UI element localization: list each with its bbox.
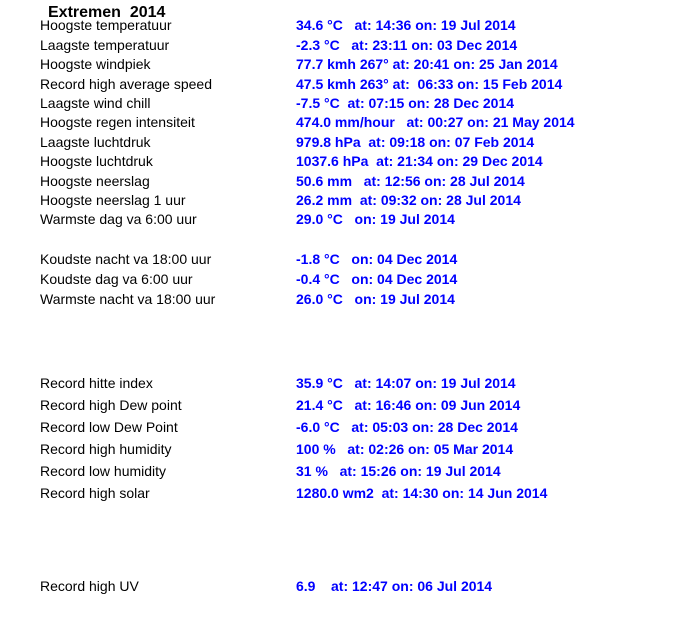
extreme-label: Laagste luchtdruk bbox=[40, 134, 151, 150]
extreme-row-record-high-solar bbox=[0, 484, 689, 502]
extreme-value: -0.4 °C on: 04 Dec 2014 bbox=[296, 271, 458, 287]
extreme-label: Hoogste neerslag 1 uur bbox=[40, 192, 186, 208]
extreme-value: 6.9 at: 12:47 on: 06 Jul 2014 bbox=[296, 578, 493, 594]
extreme-value: -7.5 °C at: 07:15 on: 28 Dec 2014 bbox=[296, 95, 515, 111]
extreme-value: 1037.6 hPa at: 21:34 on: 29 Dec 2014 bbox=[296, 153, 543, 169]
extreme-row-warmste-nacht bbox=[0, 290, 689, 308]
extreme-row-hoogste-neerslag bbox=[0, 172, 689, 190]
extreme-row-hoogste-neerslag-1-uur bbox=[0, 191, 689, 209]
extreme-value: 29.0 °C on: 19 Jul 2014 bbox=[296, 211, 455, 227]
extreme-label: Koudste nacht va 18:00 uur bbox=[40, 251, 212, 267]
extreme-value: -1.8 °C on: 04 Dec 2014 bbox=[296, 251, 458, 267]
extreme-row-record-high-dew-point bbox=[0, 396, 689, 414]
extreme-value: 21.4 °C at: 16:46 on: 09 Jun 2014 bbox=[296, 397, 521, 413]
extreme-row-laagste-wind-chill bbox=[0, 94, 689, 112]
extreme-value: 35.9 °C at: 14:07 on: 19 Jul 2014 bbox=[296, 375, 516, 391]
extreme-label: Record low humidity bbox=[40, 463, 167, 479]
extreme-row-koudste-dag bbox=[0, 270, 689, 288]
extreme-value: 474.0 mm/hour at: 00:27 on: 21 May 2014 bbox=[296, 114, 575, 130]
extreme-label: Record high Dew point bbox=[40, 397, 182, 413]
extreme-label: Record high average speed bbox=[40, 76, 213, 92]
extreme-value: 26.2 mm at: 09:32 on: 28 Jul 2014 bbox=[296, 192, 521, 208]
extreme-value: 47.5 kmh 263° at: 06:33 on: 15 Feb 2014 bbox=[296, 76, 563, 92]
extreme-value: 26.0 °C on: 19 Jul 2014 bbox=[296, 291, 455, 307]
extreme-row-hoogste-luchtdruk bbox=[0, 152, 689, 170]
extreme-row-hoogste-regen-intensiteit bbox=[0, 113, 689, 131]
extreme-value: 34.6 °C at: 14:36 on: 19 Jul 2014 bbox=[296, 17, 516, 33]
extreme-label: Hoogste neerslag bbox=[40, 173, 150, 189]
extreme-value: -2.3 °C at: 23:11 on: 03 Dec 2014 bbox=[296, 37, 518, 53]
extreme-row-record-low-dew-point bbox=[0, 418, 689, 436]
extreme-label: Laagste wind chill bbox=[40, 95, 151, 111]
extreme-label: Record low Dew Point bbox=[40, 419, 178, 435]
extreme-value: 100 % at: 02:26 on: 05 Mar 2014 bbox=[296, 441, 514, 457]
extreme-label: Hoogste temperatuur bbox=[40, 17, 172, 33]
extreme-value: 979.8 hPa at: 09:18 on: 07 Feb 2014 bbox=[296, 134, 535, 150]
extreme-label: Koudste dag va 6:00 uur bbox=[40, 271, 193, 287]
extreme-label: Record high UV bbox=[40, 578, 139, 594]
extreme-value: 50.6 mm at: 12:56 on: 28 Jul 2014 bbox=[296, 173, 525, 189]
extreme-row-record-high-humidity bbox=[0, 440, 689, 458]
extreme-label: Record high solar bbox=[40, 485, 150, 501]
extreme-label: Warmste nacht va 18:00 uur bbox=[40, 291, 216, 307]
extreme-row-warmste-dag bbox=[0, 210, 689, 228]
extreme-label: Laagste temperatuur bbox=[40, 37, 170, 53]
extreme-row-koudste-nacht bbox=[0, 250, 689, 268]
extreme-row-record-low-humidity bbox=[0, 462, 689, 480]
extreme-row-record-hitte-index bbox=[0, 374, 689, 392]
extreme-label: Record high humidity bbox=[40, 441, 172, 457]
extreme-label: Warmste dag va 6:00 uur bbox=[40, 211, 197, 227]
extreme-row-laagste-temperatuur bbox=[0, 36, 689, 54]
extreme-label: Hoogste regen intensiteit bbox=[40, 114, 195, 130]
extreme-value: -6.0 °C at: 05:03 on: 28 Dec 2014 bbox=[296, 419, 518, 435]
extreme-row-hoogste-windpiek bbox=[0, 55, 689, 73]
extreme-label: Hoogste luchtdruk bbox=[40, 153, 153, 169]
page-title: Extremen 2014 bbox=[48, 4, 166, 21]
extreme-value: 31 % at: 15:26 on: 19 Jul 2014 bbox=[296, 463, 501, 479]
extreme-row-record-high-average-speed bbox=[0, 75, 689, 93]
extreme-row-hoogste-temperatuur bbox=[0, 16, 689, 34]
extreme-row-record-high-uv bbox=[0, 577, 689, 595]
extreme-row-laagste-luchtdruk bbox=[0, 133, 689, 151]
extreme-label: Hoogste windpiek bbox=[40, 56, 151, 72]
extreme-label: Record hitte index bbox=[40, 375, 153, 391]
extreme-value: 77.7 kmh 267° at: 20:41 on: 25 Jan 2014 bbox=[296, 56, 558, 72]
extreme-value: 1280.0 wm2 at: 14:30 on: 14 Jun 2014 bbox=[296, 485, 548, 501]
